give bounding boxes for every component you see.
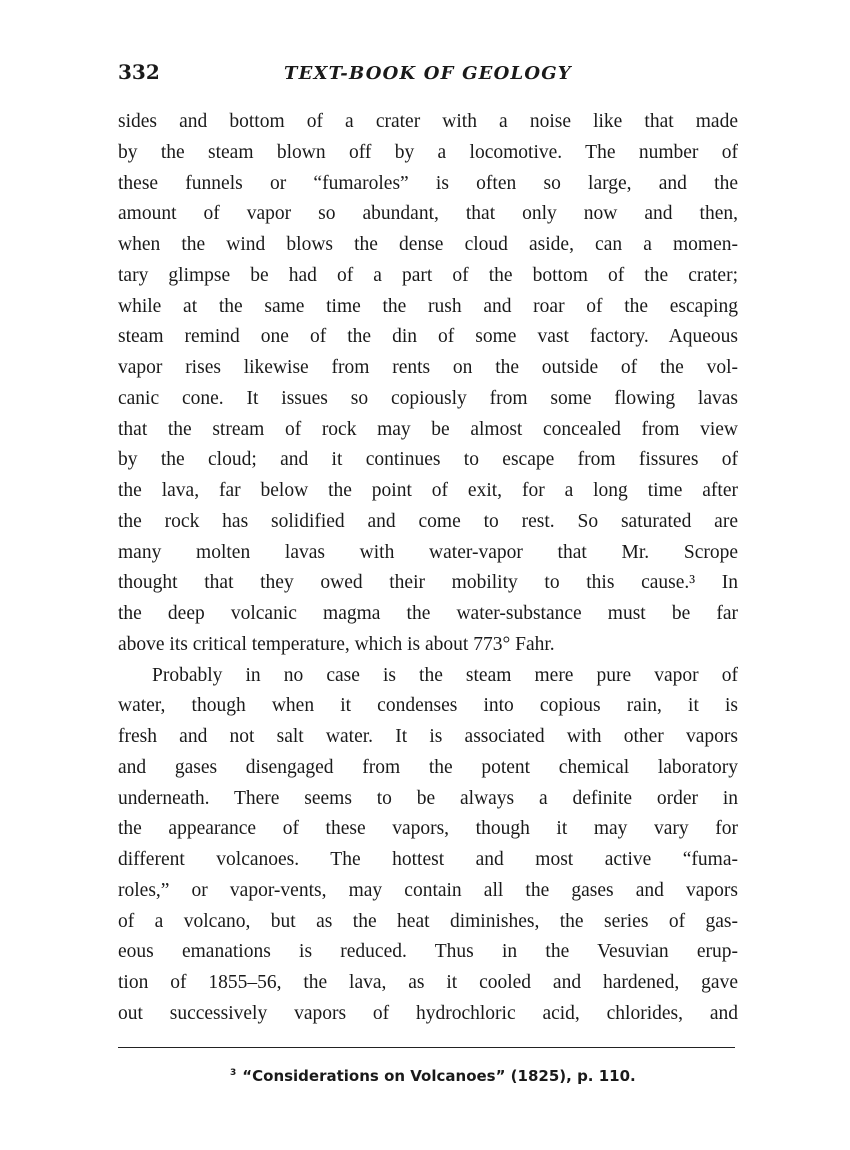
- text-line: of a volcano, but as the heat diminishes, the series of gas-: [118, 910, 738, 932]
- text-line: sides and bottom of a crater with a noise like that made: [118, 111, 738, 132]
- footnote-text: “Considerations on Volcanoes” (1825), p. 110.: [242, 1067, 636, 1085]
- text-line: fresh and not salt water. It is associated with other vapors: [118, 726, 738, 747]
- paragraph-1: [118, 107, 738, 661]
- text-line: different volcanoes. The hottest and most active “fuma-: [118, 849, 738, 870]
- text-line: Probably in no case is the steam mere pure vapor of: [152, 664, 738, 686]
- text-line: tary glimpse be had of a part of the bottom of the crater;: [118, 264, 738, 286]
- text-line: eous emanations is reduced. Thus in the Vesuvian erup-: [118, 941, 738, 963]
- text-line: amount of vapor so abundant, that only now and then,: [118, 203, 738, 225]
- text-line: by the steam blown off by a locomotive. The number of: [118, 141, 738, 163]
- text-line: while at the same time the rush and roar of the escaping: [118, 295, 738, 317]
- text-line: canic cone. It issues so copiously from some flowing lavas: [118, 387, 738, 409]
- text-line: the rock has solidified and come to rest. So saturated are: [118, 510, 738, 532]
- text-line: thought that they owed their mobility to this cause.³ In: [118, 572, 738, 594]
- text-line: out successively vapors of hydrochloric acid, chlorides, and: [118, 1002, 738, 1024]
- text-line: and gases disengaged from the potent chemical laboratory: [118, 756, 738, 778]
- body-text: [118, 107, 738, 1030]
- footnote: [230, 1067, 636, 1085]
- text-line: the lava, far below the point of exit, for a long time after: [118, 480, 738, 501]
- text-line: that the stream of rock may be almost concealed from view: [118, 418, 738, 440]
- text-line: tion of 1855–56, the lava, as it cooled and hardened, gave: [118, 972, 738, 993]
- footnote-divider: [118, 1047, 735, 1048]
- text-line: water, though when it condenses into copious rain, it is: [118, 695, 738, 717]
- text-line: vapor rises likewise from rents on the outside of the vol-: [118, 357, 738, 378]
- text-line: many molten lavas with water-vapor that Mr. Scrope: [118, 541, 738, 563]
- page-number: 332: [118, 60, 160, 84]
- text-line: above its critical temperature, which is about 773° Fahr.: [118, 633, 555, 655]
- text-line: steam remind one of the din of some vast factory. Aqueous: [118, 326, 738, 348]
- text-line: the appearance of these vapors, though it may vary for: [118, 818, 738, 840]
- text-line: underneath. There seems to be always a definite order in: [118, 787, 738, 809]
- running-head: TEXT-BOOK OF GEOLOGY: [284, 63, 572, 84]
- text-line: roles,” or vapor-vents, may contain all the gases and vapors: [118, 879, 738, 901]
- text-line: the deep volcanic magma the water-substance must be far: [118, 603, 738, 624]
- text-line: by the cloud; and it continues to escape from fissures of: [118, 449, 738, 471]
- text-line: when the wind blows the dense cloud aside, can a momen-: [118, 234, 738, 255]
- text-line: these funnels or “fumaroles” is often so large, and the: [118, 172, 738, 194]
- footnote-marker: 3: [230, 1068, 237, 1078]
- paragraph-2: [118, 661, 738, 1030]
